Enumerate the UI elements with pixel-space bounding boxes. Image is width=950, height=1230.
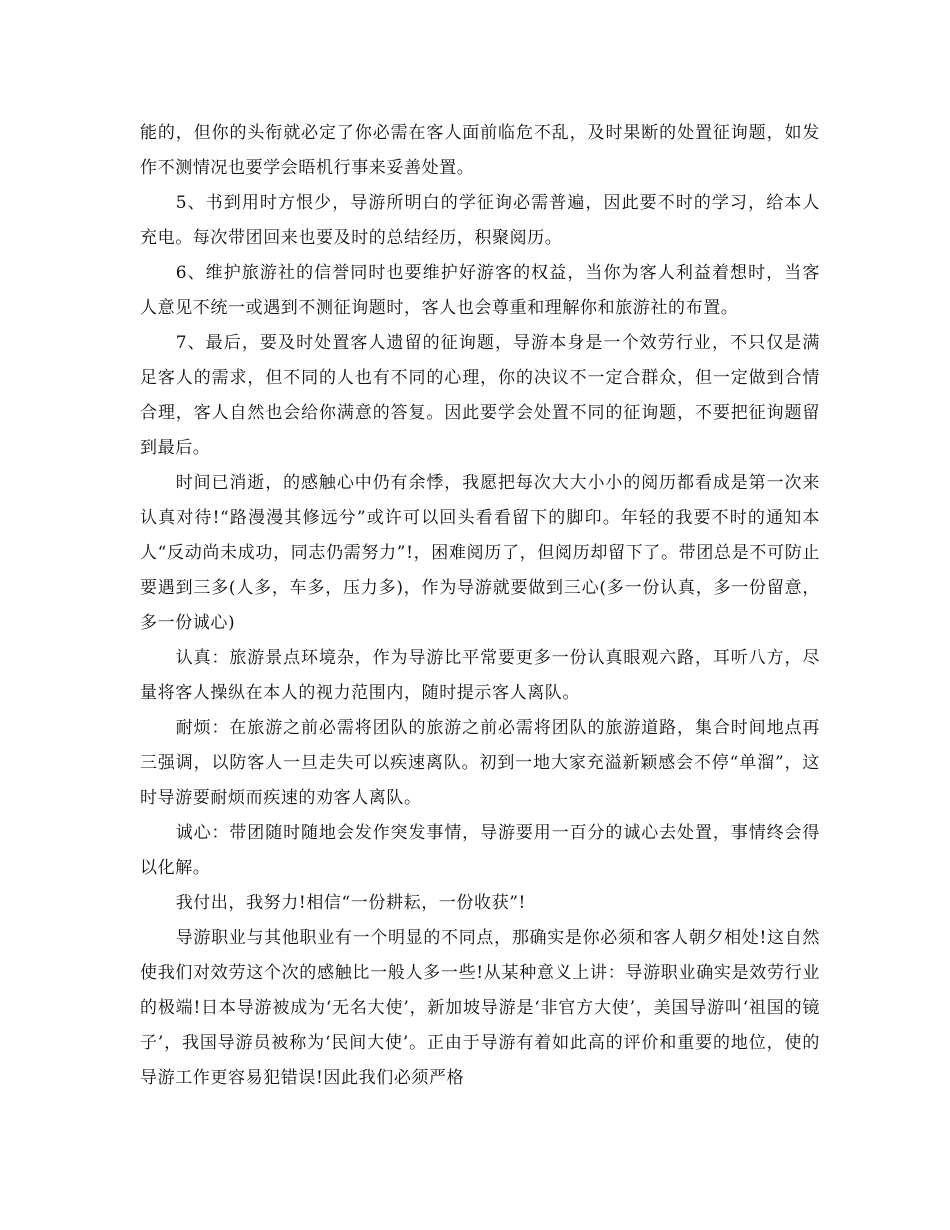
paragraph-7: 耐烦：在旅游之前必需将团队的旅游之前必需将团队的旅游道路，集合时间地点再三强调，以防客人一旦走失可以疾速离队。初到一地大家充溢新颖感会不停“单溜”，这时导游要耐烦而疾速的劝客人离队。 bbox=[140, 718, 820, 808]
paragraph-5: 时间已消逝，的感触心中仍有余悸，我愿把每次大大小小的阅历都看成是第一次来认真对待!“路漫漫其修远兮”或许可以回头看看留下的脚印。年轻的我要不时的通知本人“反动尚未成功，同志仍需努力”!，困难阅历了，但阅历却留下了。带团总是不可防止要遇到三多(人多，车多，压力多)，作为导游就要做到三心(多一份认真，多一份留意，多一份诚心) bbox=[140, 473, 820, 633]
paragraph-9: 我付出，我努力!相信“一份耕耘，一份收获”! bbox=[175, 893, 526, 913]
paragraph-1: 能的，但你的头衔就必定了你必需在客人面前临危不乱，及时果断的处置征询题，如发作不测情况也要学会晤机行事来妥善处置。 bbox=[140, 123, 820, 178]
paragraph-6: 认真：旅游景点环境杂，作为导游比平常要更多一份认真眼观六路，耳听八方，尽量将客人操纵在本人的视力范围内，随时提示客人离队。 bbox=[140, 648, 820, 703]
paragraph-4: 7、最后，要及时处置客人遗留的征询题，导游本身是一个效劳行业，不只仅是满足客人的需求，但不同的人也有不同的心理，你的决议不一定合群众，但一定做到合情合理，客人自然也会给你满意的答复。因此要学会处置不同的征询题，不要把征询题留到最后。 bbox=[140, 333, 820, 458]
paragraph-10: 导游职业与其他职业有一个明显的不同点，那确实是你必须和客人朝夕相处!这自然使我们对效劳这个次的感触比一般人多一些!从某种意义上讲：导游职业确实是效劳行业的极端!日本导游被成为‘无名大使’，新加坡导游是‘非官方大使’，美国导游叫‘祖国的镜子’，我国导游员被称为‘民间大使’。正由于导游有着如此高的评价和重要的地位，使的导游工作更容易犯错误!因此我们必须严格 bbox=[140, 928, 820, 1088]
paragraph-8: 诚心：带团随时随地会发作突发事情，导游要用一百分的诚心去处置，事情终会得以化解。 bbox=[140, 823, 820, 878]
paragraph-2: 5、书到用时方恨少，导游所明白的学征询必需普遍，因此要不时的学习，给本人充电。每次带团回来也要及时的总结经历，积聚阅历。 bbox=[140, 193, 820, 248]
paragraph-3: 6、维护旅游社的信誉同时也要维护好游客的权益，当你为客人利益着想时，当客人意见不统一或遇到不测征询题时，客人也会尊重和理解你和旅游社的布置。 bbox=[140, 263, 820, 318]
document-body bbox=[140, 116, 820, 1096]
